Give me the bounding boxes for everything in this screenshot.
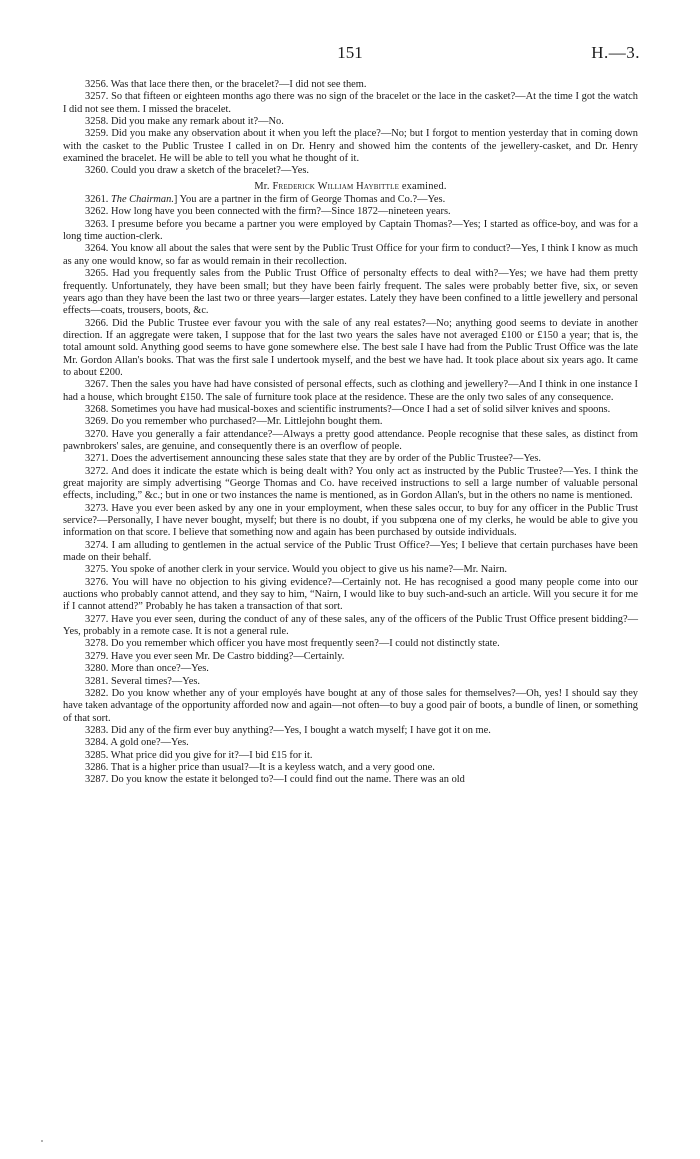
question-text: ] You are a partner in the firm of George Thomas and Co.?—Yes. [173,194,446,206]
question-answer-paragraph: 3281. Several times?—Yes. [85,675,200,687]
question-answer-paragraph: 3283. Did any of the firm ever buy anything?—Yes, I bought a watch myself; I have got it on me. [85,724,491,736]
margin-mark [41,1140,43,1142]
question-answer-paragraph: 3270. Have you generally a fair attendance?—Always a pretty good attendance. People recognise that these sales, as distinct from pawnbrokers' sales, are genuine, and consequently there is an overflow of people. [63,428,638,452]
question-answer-paragraph: 3268. Sometimes you have had musical-boxes and scientific instruments?—Once I had a set of solid silver knives and spoons. [85,403,611,415]
witness-name: Frederick William Haybittle [272,180,400,192]
question-answer-paragraph: 3280. More than once?—Yes. [85,663,209,675]
question-answer-paragraph: 3269. Do you remember who purchased?—Mr. Littlejohn bought them. [85,416,383,428]
question-answer-paragraph: 3264. You know all about the sales that were sent by the Public Trust Office for your firm to conduct?—Yes, I think I know as much as any one would know, so far as would remain in their recollection. [63,243,638,267]
question-answer-paragraph: 3285. What price did you give for it?—I bid £15 for it. [85,749,313,761]
question-answer-paragraph [63,194,638,206]
question-answer-paragraph: 3277. Have you ever seen, during the conduct of any of these sales, any of the officers of the Public Trust Office present bidding?—Yes, probably in a remote case. It is not a general rule. [63,613,638,638]
question-answer-paragraph: 3259. Did you make any observation about it when you left the place?—No; but I forgot to mention yesterday that in coming down with the casket to the Public Trustee I called in on Dr. Henry and showed him the contents of the jewellery-casket, and Dr. Henry examined the bracelet. He will be able to tell you what he thought of it. [63,128,638,165]
question-number: 3261. [85,194,111,206]
question-answer-paragraph: 3257. So that fifteen or eighteen months ago there was no sign of the bracelet or the lace in the casket?—At the time I got the watch I did not see them. I missed the bracelet. [63,91,638,115]
question-answer-paragraph: 3263. I presume before you became a partner you were employed by Captain Thomas?—Yes; I started as office-boy, and was for a long time auction-clerk. [63,218,638,243]
page-number: 151 [337,43,363,62]
question-answer-paragraph: 3267. Then the sales you have had have consisted of personal effects, such as clothing and jewellery?—And I think in one instance I had a house, which brought £150. The sale of furniture took place at the residence. These are the only two sales of any consequence. [63,379,638,403]
witness-heading [63,181,638,193]
question-answer-paragraph: 3256. Was that lace there then, or the bracelet?—I did not see them. [85,79,367,90]
question-answer-paragraph: 3287. Do you know the estate it belonged to?—I could find out the name. There was an old [85,774,465,786]
question-answer-paragraph: 3286. That is a higher price than usual?—It is a keyless watch, and a very good one. [85,761,435,773]
question-answer-paragraph: 3265. Had you frequently sales from the Public Trust Office of personalty effects to deal with?—Yes; we have had them pretty frequently. Unfortunately, they have been small; but they have been fairly frequent. The sales were probably better five, six, or seven years ago than they have been the last two or three years—larger estates. Lately they have been confined to a little jewellery and personal effects—coats, trousers, boots, &c. [63,268,638,317]
evidence-transcript [63,79,638,787]
page-header [0,43,700,67]
question-answer-paragraph: 3274. I am alluding to gentlemen in the actual service of the Public Trust Office?—Yes; I believe that certain purchases have been made on their behalf. [63,539,638,564]
question-answer-paragraph: 3260. Could you draw a sketch of the bracelet?—Yes. [85,165,310,177]
question-answer-paragraph: 3284. A gold one?—Yes. [85,737,189,749]
question-answer-paragraph: 3276. You will have no objection to his giving evidence?—Certainly not. He has recognised a good many people come into our auctions who probably cannot attend, and they say to him, “Nairn, I would like to buy such-and-such an article. Will you secure it for me if I cannot attend?” Probably he has taken a transaction of that sort. [63,576,638,613]
heading-prefix: Mr. [254,180,273,192]
question-answer-paragraph: 3271. Does the advertisement announcing these sales state that they are by order of the Public Trustee?—Yes. [85,453,542,465]
question-answer-paragraph: 3262. How long have you been connected with the firm?—Since 1872—nineteen years. [85,206,451,218]
question-answer-paragraph: 3278. Do you remember which officer you have most frequently seen?—I could not distinctly state. [85,638,500,650]
question-answer-paragraph: 3273. Have you ever been asked by any one in your employment, when these sales occur, to buy for any officer in the Public Trust service?—Personally, I have never bought, myself; but there is no doubt, if you subpœna one of my clerks, he would be able to give you information on that score. I believe that something now and again has been purchased by outside individuals. [63,502,638,539]
heading-suffix: examined. [399,180,447,192]
speaker-name: The Chairman. [110,194,174,206]
question-answer-paragraph: 3282. Do you know whether any of your employés have bought at any of those sales for themselves?—Oh, yes! I should say they have taken advantage of the opportunity afforded now and again—not often—to buy a good pair of boots, a bundle of linen, or something of that sort. [63,687,638,724]
question-answer-paragraph: 3258. Did you make any remark about it?—No. [85,116,284,128]
question-answer-paragraph: 3266. Did the Public Trustee ever favour you with the sale of any real estates?—No; anything good seems to deviate in another direction. If an aggregate were taken, I suppose that for the last two years the sales have not averaged £100 or £150 a year; that is, the total amount sold. Anything good seems to have gone somewhere else. The best sale I have had from the Public Trust Office was the late Mr. Gordon Allan's books. That was the first sale I undertook myself, and the best we have had. It took place about six years ago. It came to about £200. [63,317,638,378]
document-reference: H.—3. [591,43,640,62]
question-answer-paragraph: 3272. And does it indicate the estate which is being dealt with? You only act as instructed by the Public Trustee?—Yes. I think the great majority are simply advertising “George Thomas and Co. have received instructions to sell a large number of valuable personal effects, including,” &c.; but in one or two instances the name is mentioned, as in Gordon Allan's, but in the others no name is mentioned. [63,465,638,502]
question-answer-paragraph: 3275. You spoke of another clerk in your service. Would you object to give us his name?—Mr. Nairn. [85,564,508,576]
question-answer-paragraph: 3279. Have you ever seen Mr. De Castro bidding?—Certainly. [85,650,345,662]
